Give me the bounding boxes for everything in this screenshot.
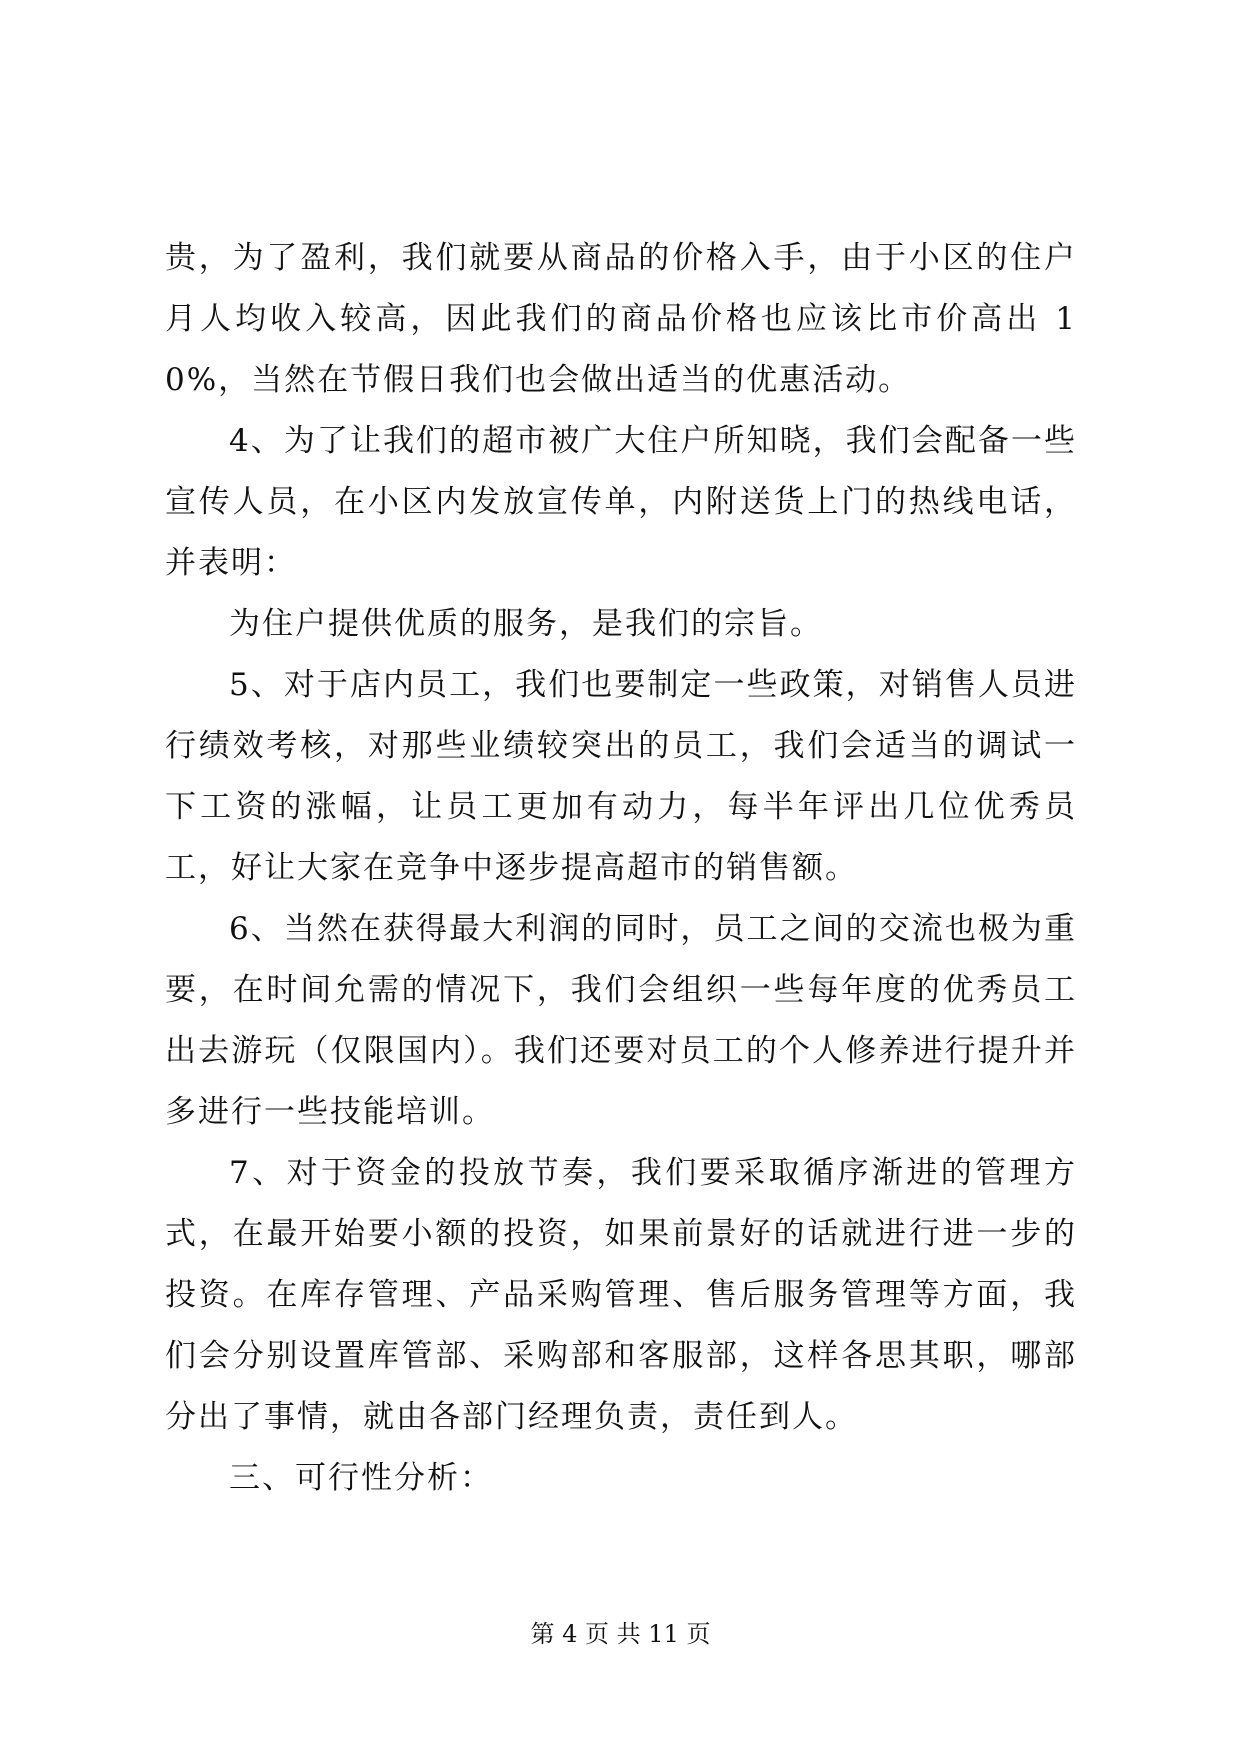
paragraph-point-7: 7、对于资金的投放节奏，我们要采取循序渐进的管理方式，在最开始要小额的投资，如果前景好的话就进行进一步的投资。在库存管理、产品采购管理、售后服务管理等方面，我们会分别设置库管部、采购部和客服部，这样各思其职，哪部分出了事情，就由各部门经理负责，责任到人。 [165, 1155, 1077, 1435]
page-footer [0, 1614, 1241, 1649]
paragraph-point-4: 4、为了让我们的超市被广大住户所知晓，我们会配备一些宣传人员，在小区内发放宣传单，内附送货上门的热线电话，并表明： [165, 423, 1077, 581]
section-heading-feasibility: 三、可行性分析： [229, 1460, 493, 1496]
paragraph-point-6: 6、当然在获得最大利润的同时，员工之间的交流也极为重要，在时间允需的情况下，我们会组织一些每年度的优秀员工出去游玩（仅限国内）。我们还要对员工的个人修养进行提升并多进行一些技能培训。 [165, 911, 1077, 1130]
page-number-label: 第 4 页 共 11 页 [530, 1620, 711, 1648]
paragraph-pricing-continued: 贵，为了盈利，我们就要从商品的价格入手，由于小区的住户月人均收入较高，因此我们的商品价格也应该比市价高出 10%，当然在节假日我们也会做出适当的优惠活动。 [165, 240, 1077, 398]
document-body [165, 228, 1077, 1509]
paragraph-service-motto: 为住户提供优质的服务，是我们的宗旨。 [229, 606, 823, 642]
paragraph-point-5: 5、对于店内员工，我们也要制定一些政策，对销售人员进行绩效考核，对那些业绩较突出的员工，我们会适当的调试一下工资的涨幅，让员工更加有动力，每半年评出几位优秀员工，好让大家在竞争中逐步提高超市的销售额。 [165, 667, 1077, 886]
